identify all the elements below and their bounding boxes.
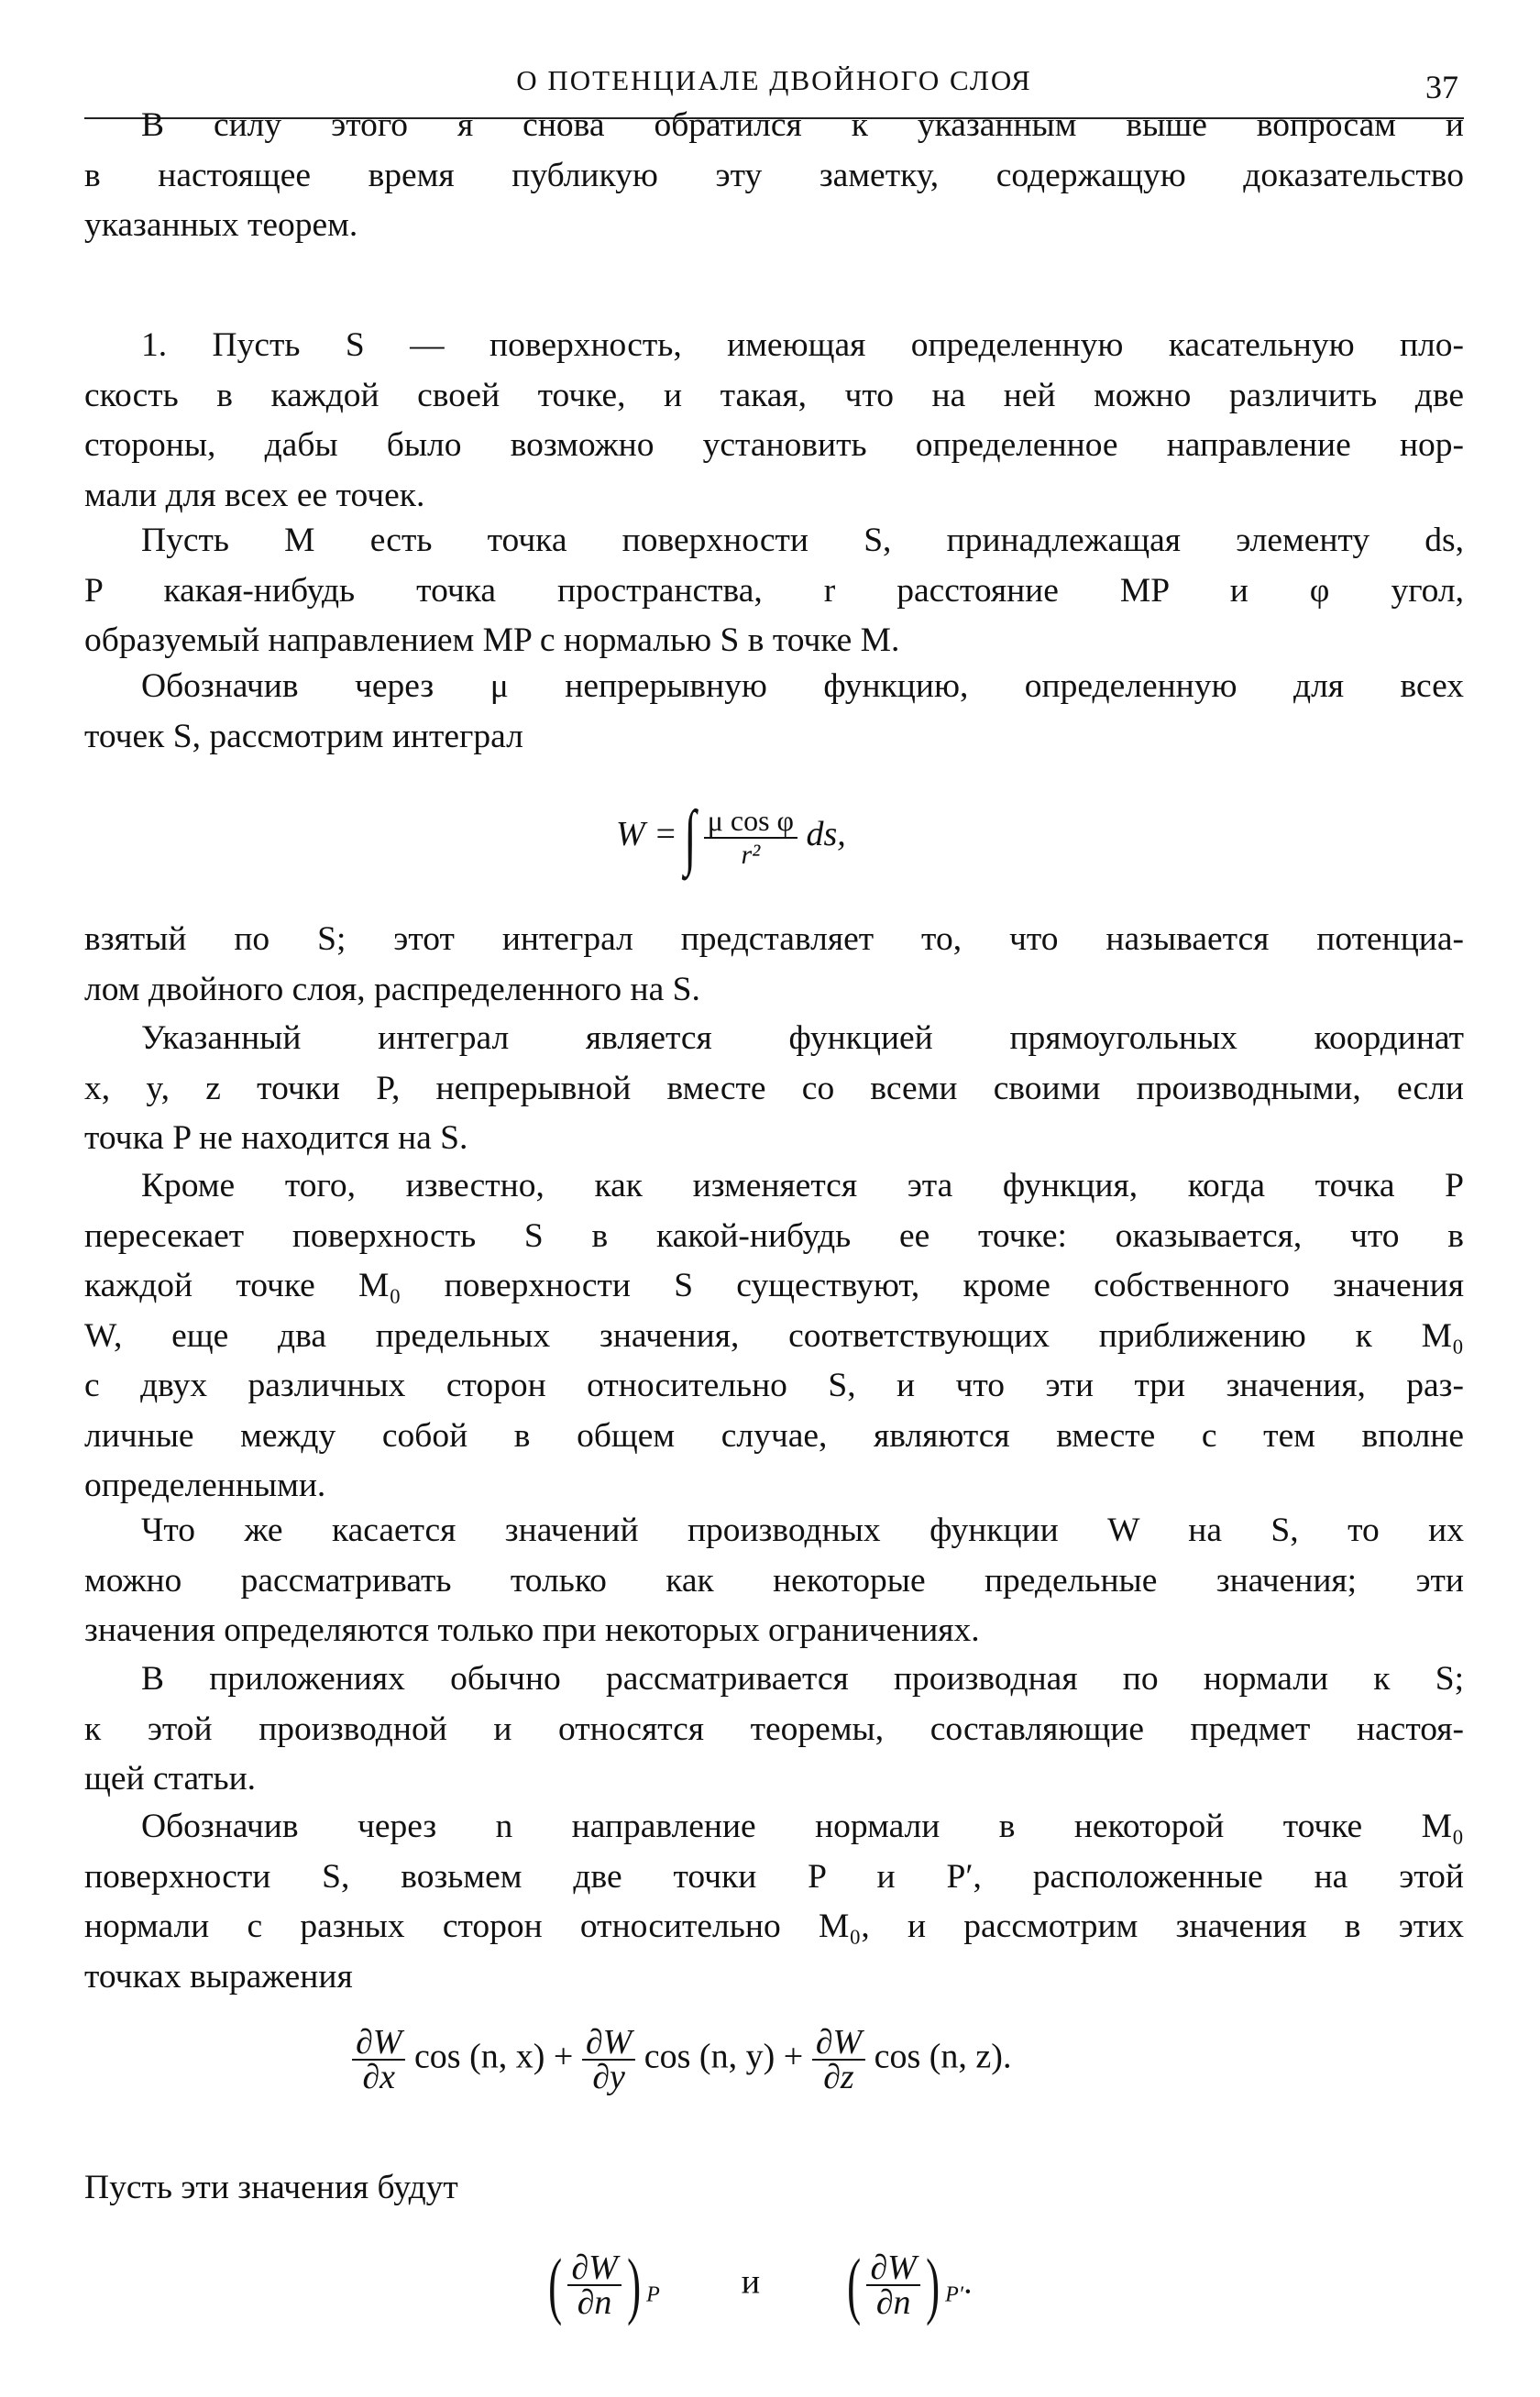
text-line: точек S, рассмотрим интеграл (84, 717, 523, 755)
text-line: Обозначив через n направление нормали в некоторой точке M₀ (141, 1808, 1464, 1845)
paragraph-9 (84, 1655, 1464, 1805)
text-line: Пусть M есть точка поверхности S, принадлежащая элементу ds, (141, 522, 1464, 559)
text-line: Что же касается значений производных функции W на S, то их (141, 1512, 1464, 1549)
text-line: нормали с разных сторон относительно M₀, и рассмотрим значения в этих (84, 1908, 1464, 1945)
subscript: P (646, 2282, 660, 2307)
paragraph-1 (84, 101, 1464, 251)
fraction-denominator: r² (741, 839, 761, 870)
text-line: щей статьи. (84, 1760, 257, 1798)
partial-fraction (812, 2023, 865, 2096)
text-line: каждой точке M₀ поверхности S существуют, кроме собственного значения (84, 1267, 1464, 1304)
paragraph-3 (84, 516, 1464, 666)
fraction-denominator: ∂y (592, 2058, 625, 2096)
text-line: образуемый направлением MP с нормалью S в точке M. (84, 621, 900, 659)
fraction-numerator: ∂W (812, 2026, 865, 2061)
partial-fraction (567, 2249, 621, 2322)
partial-fraction (582, 2023, 635, 2096)
conjunction: и (741, 2262, 761, 2302)
paragraph-5 (84, 915, 1464, 1015)
fraction-numerator: ∂W (352, 2026, 405, 2061)
text-line: Указанный интеграл является функцией прямоугольных координат (141, 1019, 1464, 1057)
text-line: в настоящее время публикую эту заметку, содержащую доказательство (84, 156, 1464, 194)
text-line: 1. Пусть S — поверхность, имеющая определенную касательную пло- (141, 326, 1464, 364)
right-paren: ) (626, 2243, 641, 2326)
paragraph-8 (84, 1506, 1464, 1656)
text-line: стороны, дабы было возможно установить определенное направление нор- (84, 426, 1464, 464)
right-paren: ) (925, 2243, 940, 2326)
partial-fraction (352, 2023, 405, 2096)
text-line: скость в каждой своей точке, и такая, что на ней можно различить две (84, 376, 1464, 414)
text-line: Обозначив через μ непрерывную функцию, определенную для всех (141, 667, 1464, 705)
text-line: Пусть эти значения будут (84, 2169, 458, 2206)
fraction-numerator: μ cos φ (704, 804, 798, 839)
cosine-term: cos (n, y) + (644, 2037, 804, 2076)
text-line: В силу этого я снова обратился к указанным выше вопросам и (141, 106, 1464, 144)
text-line: точка P не находится на S. (84, 1119, 468, 1157)
fraction-denominator: ∂x (362, 2058, 396, 2096)
text-line: В приложениях обычно рассматривается производная по нормали к S; (141, 1660, 1464, 1698)
text-line: к этой производной и относятся теоремы, составляющие предмет настоя- (84, 1710, 1464, 1748)
paragraph-6 (84, 1014, 1464, 1164)
fraction-denominator: ∂n (875, 2283, 911, 2322)
running-title: О ПОТЕНЦИАЛЕ ДВОЙНОГО СЛОЯ (516, 64, 1032, 96)
fraction-denominator: ∂z (823, 2058, 854, 2096)
paragraph-7 (84, 1161, 1464, 1512)
text-line: с двух различных сторон относительно S, и что эти три значения, раз- (84, 1367, 1464, 1404)
fraction-numerator: ∂W (866, 2251, 919, 2286)
formula-lhs: W = (616, 815, 677, 854)
fraction-numerator: ∂W (567, 2251, 621, 2286)
left-paren: ( (548, 2243, 563, 2326)
text-line: личные между собой в общем случае, являются вместе с тем вполне (84, 1416, 1464, 1455)
page-number: 37 (1425, 69, 1458, 105)
paragraph-2 (84, 321, 1464, 521)
cosine-term: cos (n, x) + (413, 2037, 574, 2076)
formula-end: . (963, 2262, 973, 2302)
text-line: W, еще два предельных значения, соответствующих приближению к M₀ (84, 1316, 1464, 1355)
text-line: можно рассматривать только как некоторые предельные значения; эти (84, 1561, 1464, 1600)
text-line: пересекает поверхность S в какой-нибудь ее точке: оказывается, что в (84, 1216, 1464, 1255)
derivative-sum-formula (352, 2023, 1012, 2096)
subscript: P′ (945, 2282, 964, 2307)
text-line: указанных теорем. (84, 206, 358, 244)
fraction-denominator: ∂n (577, 2283, 612, 2322)
text-line: P какая-нибудь точка пространства, r расстояние MP и φ угол, (84, 571, 1464, 610)
paragraph-11 (84, 2163, 1464, 2214)
integral-formula (616, 796, 846, 879)
text-line: поверхности S, возьмем две точки P и P′, расположенные на этой (84, 1857, 1464, 1896)
text-line: определенными. (84, 1467, 326, 1504)
text-line: x, y, z точки P, непрерывной вместе со всеми своими производными, если (84, 1069, 1464, 1107)
partial-fraction (866, 2249, 919, 2322)
text-line: мали для всех ее точек. (84, 476, 425, 514)
cosine-term: cos (n, z). (874, 2037, 1012, 2076)
integrand-fraction (704, 804, 798, 872)
text-line: точках выражения (84, 1957, 353, 1996)
left-paren: ( (847, 2243, 862, 2326)
integral-sign: ∫ (684, 797, 697, 877)
paragraph-10 (84, 1802, 1464, 2002)
paragraph-4 (84, 662, 1464, 762)
normal-values-formula (543, 2242, 973, 2328)
formula-tail: ds, (806, 815, 846, 854)
text-line: Кроме того, известно, как изменяется эта функция, когда точка P (141, 1167, 1464, 1204)
fraction-numerator: ∂W (582, 2026, 635, 2061)
text-line: взятый по S; этот интеграл представляет то, что называется потенциа- (84, 920, 1464, 958)
text-line: значения определяются только при некоторых ограничениях. (84, 1611, 980, 1649)
text-line: лом двойного слоя, распределенного на S. (84, 970, 700, 1008)
